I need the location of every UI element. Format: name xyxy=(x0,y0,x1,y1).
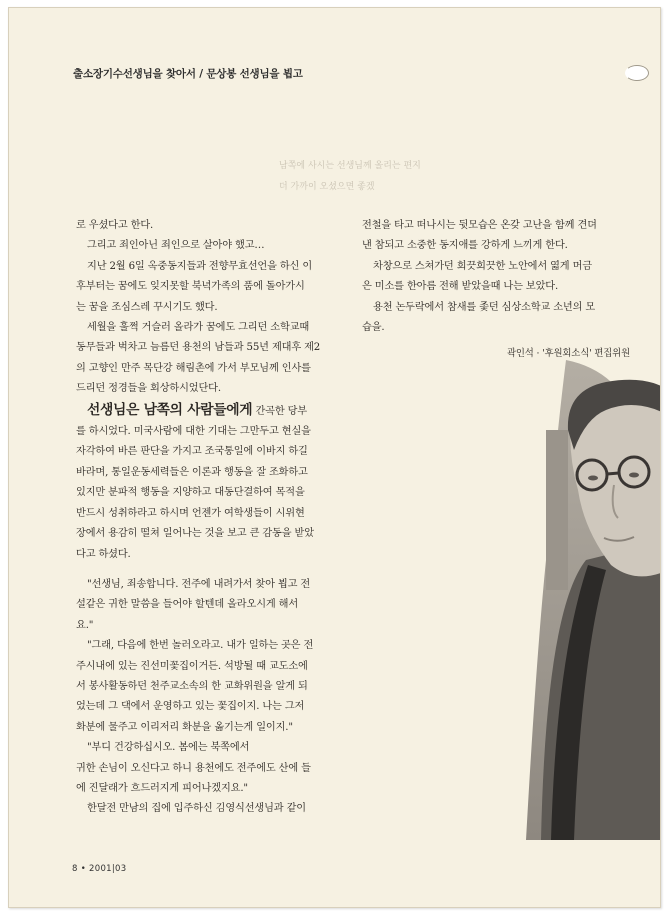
body-line: 를 하시었다. 미국사람에 대한 기대는 그만두고 현실을 xyxy=(76,426,311,438)
quote-line: "선생님, 죄송합니다. 전주에 내려가서 찾아 뵙고 전 xyxy=(87,578,311,590)
body-line: 동무들과 벅차고 늠름던 용천의 남들과 55년 제대후 제2 xyxy=(76,342,321,354)
body-line: 로 우셨다고 한다. xyxy=(76,220,154,231)
body-line: 장에서 용감히 떨쳐 일어나는 것을 보고 큰 감동을 받았 xyxy=(76,528,314,540)
document-page xyxy=(8,7,661,908)
show-through-line: 더 가까이 오셨으면 좋겠 xyxy=(279,182,375,192)
show-through-text xyxy=(279,158,421,192)
quote-line: "부디 건강하십시오. 봄에는 북쪽에서 xyxy=(87,742,250,754)
body-line: 드리던 정경들을 회상하시었단다. xyxy=(76,383,221,395)
quote-line: 에 진달래가 흐드러지게 피어나겠지요." xyxy=(76,782,248,794)
body-line-tail: 간곡한 당부 xyxy=(255,405,307,417)
quote-line: 설같은 귀한 말씀을 들어야 할텐데 올라오시게 해서 xyxy=(76,599,299,611)
quote-line: 귀한 손님이 오신다고 하니 용천에도 전주에도 산에 들 xyxy=(76,762,311,774)
body-line: 한달전 만남의 집에 입주하신 김영식선생님과 같이 xyxy=(87,803,306,815)
body-line: 지난 2월 6일 옥중동지들과 전향무효선언을 하신 이 xyxy=(87,260,313,272)
quote-line: 화분에 물주고 이리저리 화분을 옮기는게 일이지." xyxy=(76,721,293,733)
body-line: 습을. xyxy=(362,322,385,334)
quote-line: 요." xyxy=(76,619,94,631)
body-line: 그리고 죄인아닌 죄인으로 살아야 했고… xyxy=(87,240,265,252)
portrait-photo xyxy=(526,360,661,840)
author-credit: 곽인석 · '후원회소식' 편집위원 xyxy=(506,348,630,360)
binder-hole-icon xyxy=(625,65,649,81)
body-line xyxy=(76,400,366,422)
body-line: 다고 하셨다. xyxy=(76,548,131,560)
page-header: 출소장기수선생님을 찾아서 / 문상봉 선생님을 뵙고 xyxy=(73,68,303,80)
right-column xyxy=(362,216,642,365)
body-line: 는 꿈을 조심스레 꾸시기도 했다. xyxy=(76,301,218,313)
body-line: 용천 논두락에서 참새를 좇던 심상소학교 소년의 모 xyxy=(373,301,596,313)
body-line: 의 고향인 만주 목단강 해림촌에 가서 부모님께 인사를 xyxy=(76,362,311,374)
body-line: 있지만 분파적 행동을 지양하고 대동단결하여 목적을 xyxy=(76,487,305,499)
body-line: 전철을 타고 떠나시는 뒷모습은 온갖 고난을 함께 견뎌 xyxy=(362,220,597,231)
body-line: 자각하여 바른 판단을 가지고 조국통일에 이바지 하길 xyxy=(76,446,308,458)
page-footer: 8 • 2001|03 xyxy=(72,864,127,874)
quote-line: 서 봉사활동하던 천주교소속의 한 교화위원을 알게 되 xyxy=(76,680,308,692)
emphasis-phrase: 선생님은 남쪽의 사람들에게 xyxy=(87,401,253,418)
body-line: 은 미소를 한아름 전해 받았을때 나는 보았다. xyxy=(362,281,559,293)
body-line: 바라며, 통일운동세력들은 이론과 행동을 잘 조화하고 xyxy=(76,466,308,478)
quote-line: 주시내에 있는 진선미꽃집이거든. 석방될 때 교도소에 xyxy=(76,660,308,672)
body-line: 세월을 훌쩍 거슬러 올라가 꿈에도 그리던 소학교때 xyxy=(87,322,310,334)
body-line: 차창으로 스쳐가던 희끗희끗한 노안에서 엷게 머금 xyxy=(373,260,592,272)
body-line: 반드시 성취하라고 하시며 언젠가 여학생들이 시위현 xyxy=(76,507,305,519)
body-line: 후부터는 꿈에도 잊지못할 북녁가족의 품에 돌아가시 xyxy=(76,281,305,293)
body-line: 낸 참되고 소중한 동지애를 강하게 느끼게 한다. xyxy=(362,240,568,252)
left-column xyxy=(76,216,366,820)
quote-line: "그래, 다음에 한번 놀러오라고. 내가 일하는 곳은 전 xyxy=(87,640,314,652)
show-through-line: 남쪽에 사시는 선생님께 올리는 편지 xyxy=(279,161,421,171)
quote-line: 었는데 그 댁에서 운영하고 있는 꽃집이지. 나는 그저 xyxy=(76,701,305,713)
